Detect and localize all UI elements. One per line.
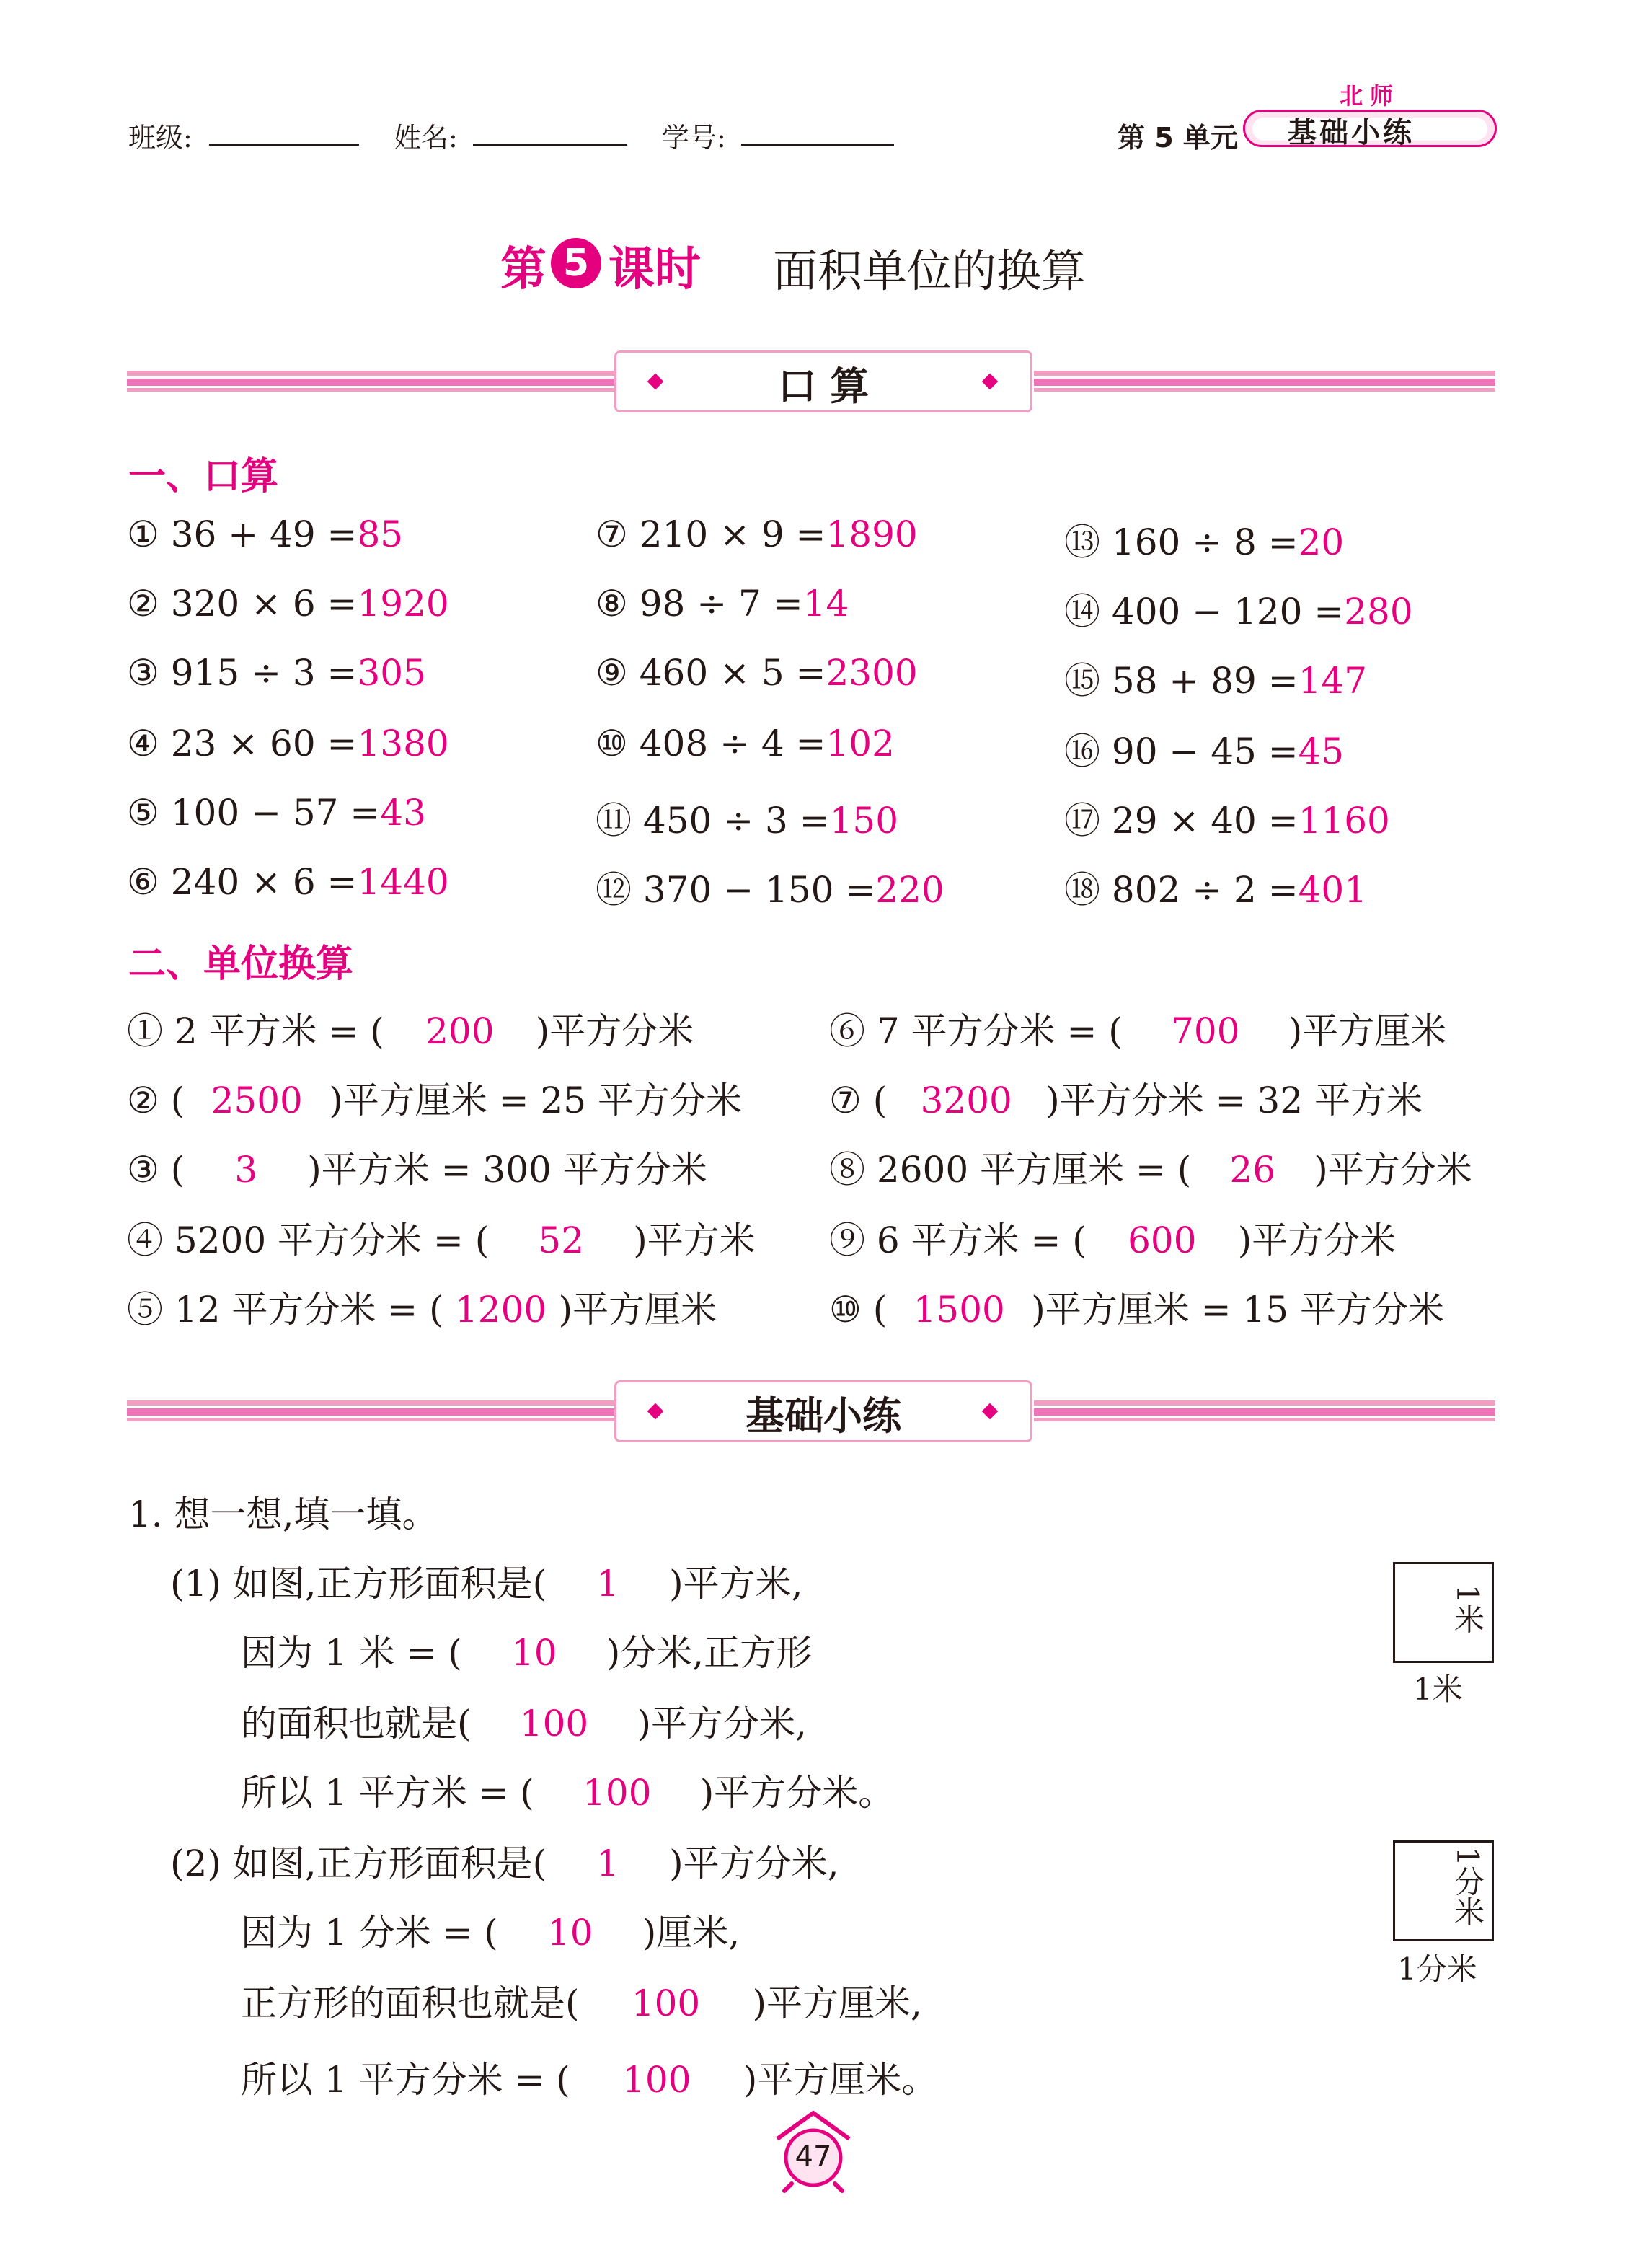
section-oral-calc-title: 一、口算 (128, 455, 279, 498)
oral-calc-banner (614, 350, 1032, 412)
question-1-2-line: 所以 1 平方分米 = ( 100 )平方厘米。 (241, 2059, 938, 2101)
header (0, 0, 1628, 159)
answer: 43 (380, 792, 426, 834)
oral-item: ⑥ 240 × 6 =1440 (127, 861, 449, 903)
name-label: 姓名: (394, 122, 458, 154)
lesson-prefix: 第 (500, 243, 547, 296)
answer: 401 (1298, 869, 1368, 911)
oral-item: ⑬ 160 ÷ 8 =20 (1064, 521, 1345, 563)
series-badge (1240, 78, 1500, 157)
student-id-label: 学号: (662, 122, 726, 154)
badge-publisher: 北师 (1340, 82, 1401, 110)
answer: 1500 (913, 1289, 1005, 1331)
answer: 305 (357, 652, 426, 694)
oral-item: ⑭ 400 − 120 =280 (1064, 591, 1413, 632)
answer: 1380 (357, 723, 449, 764)
question-1-2-line: (2) 如图,正方形面积是( 1 )平方分米, (170, 1843, 839, 1884)
page-number-badge (763, 2107, 864, 2194)
banner-band-left (127, 1400, 614, 1422)
student-id-field[interactable] (741, 144, 894, 146)
answer: 280 (1344, 591, 1413, 632)
oral-item: ⑯ 90 − 45 =45 (1064, 731, 1345, 772)
oral-item: ② 320 × 6 =1920 (127, 583, 449, 625)
answer: 2300 (826, 652, 918, 694)
section-unit-conversion-title: 二、单位换算 (128, 943, 354, 986)
conversion-item: ⑧ 2600 平方厘米 = ( 26 )平方分米 (829, 1149, 1472, 1191)
answer: 600 (1128, 1219, 1197, 1261)
answer: 52 (538, 1219, 585, 1261)
oral-item: ⑮ 58 + 89 =147 (1064, 660, 1368, 702)
banner-band-left (127, 371, 614, 392)
oral-calc-grid (127, 513, 1497, 932)
question-1-2-line: 正方形的面积也就是( 100 )平方厘米, (241, 1982, 922, 2024)
conversion-item: ⑨ 6 平方米 = ( 600 )平方分米 (829, 1219, 1397, 1261)
oral-item: ④ 23 × 60 =1380 (127, 723, 449, 764)
name-field[interactable] (473, 144, 627, 146)
conversion-item: ③ ( 3 )平方米 = 300 平方分米 (127, 1149, 707, 1191)
oral-item: ③ 915 ÷ 3 =305 (127, 652, 426, 694)
figure-side-label: 1分米 (1450, 1847, 1485, 1927)
conversion-item: ④ 5200 平方分米 = ( 52 )平方米 (127, 1219, 756, 1261)
answer: 220 (875, 869, 944, 911)
banner-band-right (1034, 1400, 1495, 1422)
answer: 3 (234, 1149, 258, 1191)
answer: 1200 (454, 1289, 547, 1331)
conversion-item: ② ( 2500 )平方厘米 = 25 平方分米 (127, 1080, 742, 1121)
conversion-item: ⑩ ( 1500 )平方厘米 = 15 平方分米 (829, 1289, 1444, 1331)
answer: 100 (583, 1772, 652, 1814)
answer: 100 (631, 1982, 701, 2024)
oral-item: ⑤ 100 − 57 =43 (127, 792, 426, 834)
unit-conversion-grid (127, 1002, 1497, 1363)
figure-bottom-label: 1分米 (1397, 1951, 1477, 1987)
answer: 10 (547, 1912, 593, 1954)
page-number: 47 (795, 2140, 832, 2174)
answer: 2500 (211, 1080, 303, 1121)
answer: 26 (1229, 1149, 1276, 1191)
lesson-number-badge: 5 (551, 238, 601, 288)
oral-item: ⑰ 29 × 40 =1160 (1064, 800, 1390, 842)
badge-title: 基础小练 (1288, 116, 1415, 149)
oral-item: ⑨ 460 × 5 =2300 (596, 652, 918, 694)
oral-item: ① 36 + 49 =85 (127, 513, 404, 555)
class-label: 班级: (128, 122, 193, 154)
answer: 1160 (1298, 800, 1390, 842)
oral-item: ⑩ 408 ÷ 4 =102 (596, 723, 895, 764)
figure-bottom-label: 1米 (1413, 1672, 1463, 1707)
lesson-suffix: 课时 (609, 243, 701, 296)
answer: 1440 (357, 861, 449, 903)
answer: 1 (596, 1843, 620, 1884)
oral-item: ⑫ 370 − 150 =220 (596, 869, 944, 911)
answer: 85 (357, 513, 404, 555)
answer: 100 (622, 2059, 691, 2101)
answer: 102 (826, 723, 895, 764)
question-1-1-line: 的面积也就是( 100 )平方分米, (241, 1703, 807, 1744)
oral-item: ⑦ 210 × 9 =1890 (596, 513, 918, 555)
answer: 147 (1298, 660, 1368, 702)
conversion-item: ⑥ 7 平方分米 = ( 700 )平方厘米 (829, 1010, 1447, 1052)
conversion-item: ⑤ 12 平方分米 = ( 1200 )平方厘米 (127, 1289, 717, 1331)
class-field[interactable] (209, 144, 359, 146)
unit-label: 第 5 单元 (1118, 122, 1238, 154)
answer: 20 (1298, 521, 1345, 563)
answer: 200 (425, 1010, 495, 1052)
question-1-1-line: (1) 如图,正方形面积是( 1 )平方米, (170, 1563, 803, 1605)
figure-side-label: 1米 (1450, 1584, 1485, 1634)
answer: 45 (1298, 731, 1345, 772)
answer: 1 (596, 1563, 620, 1605)
answer: 150 (829, 800, 899, 842)
lesson-title-row (500, 229, 1149, 297)
oral-item: ⑱ 802 ÷ 2 =401 (1064, 869, 1368, 911)
answer: 14 (802, 583, 849, 625)
question-1-title: 1. 想一想,填一填。 (128, 1493, 438, 1535)
answer: 1920 (357, 583, 449, 625)
lesson-title: 面积单位的换算 (773, 244, 1087, 297)
answer: 1890 (826, 513, 918, 555)
conversion-item: ① 2 平方米 = ( 200 )平方分米 (127, 1010, 694, 1052)
banner-title: 口 算 (777, 363, 870, 409)
banner-title: 基础小练 (746, 1393, 901, 1439)
question-1-1-line: 因为 1 米 = ( 10 )分米,正方形 (241, 1632, 813, 1674)
question-1-1-line: 所以 1 平方米 = ( 100 )平方分米。 (241, 1772, 895, 1814)
question-1-2-line: 因为 1 分米 = ( 10 )厘米, (241, 1912, 740, 1954)
square-1m-figure (1393, 1562, 1494, 1663)
answer: 3200 (920, 1080, 1012, 1121)
square-1dm-figure (1393, 1840, 1494, 1941)
answer: 700 (1171, 1010, 1240, 1052)
practice-banner (614, 1380, 1032, 1442)
conversion-item: ⑦ ( 3200 )平方分米 = 32 平方米 (829, 1080, 1423, 1121)
oral-item: ⑧ 98 ÷ 7 =14 (596, 583, 849, 625)
banner-band-right (1034, 371, 1495, 392)
answer: 10 (510, 1632, 557, 1674)
oral-item: ⑪ 450 ÷ 3 =150 (596, 800, 899, 842)
answer: 100 (519, 1703, 589, 1744)
